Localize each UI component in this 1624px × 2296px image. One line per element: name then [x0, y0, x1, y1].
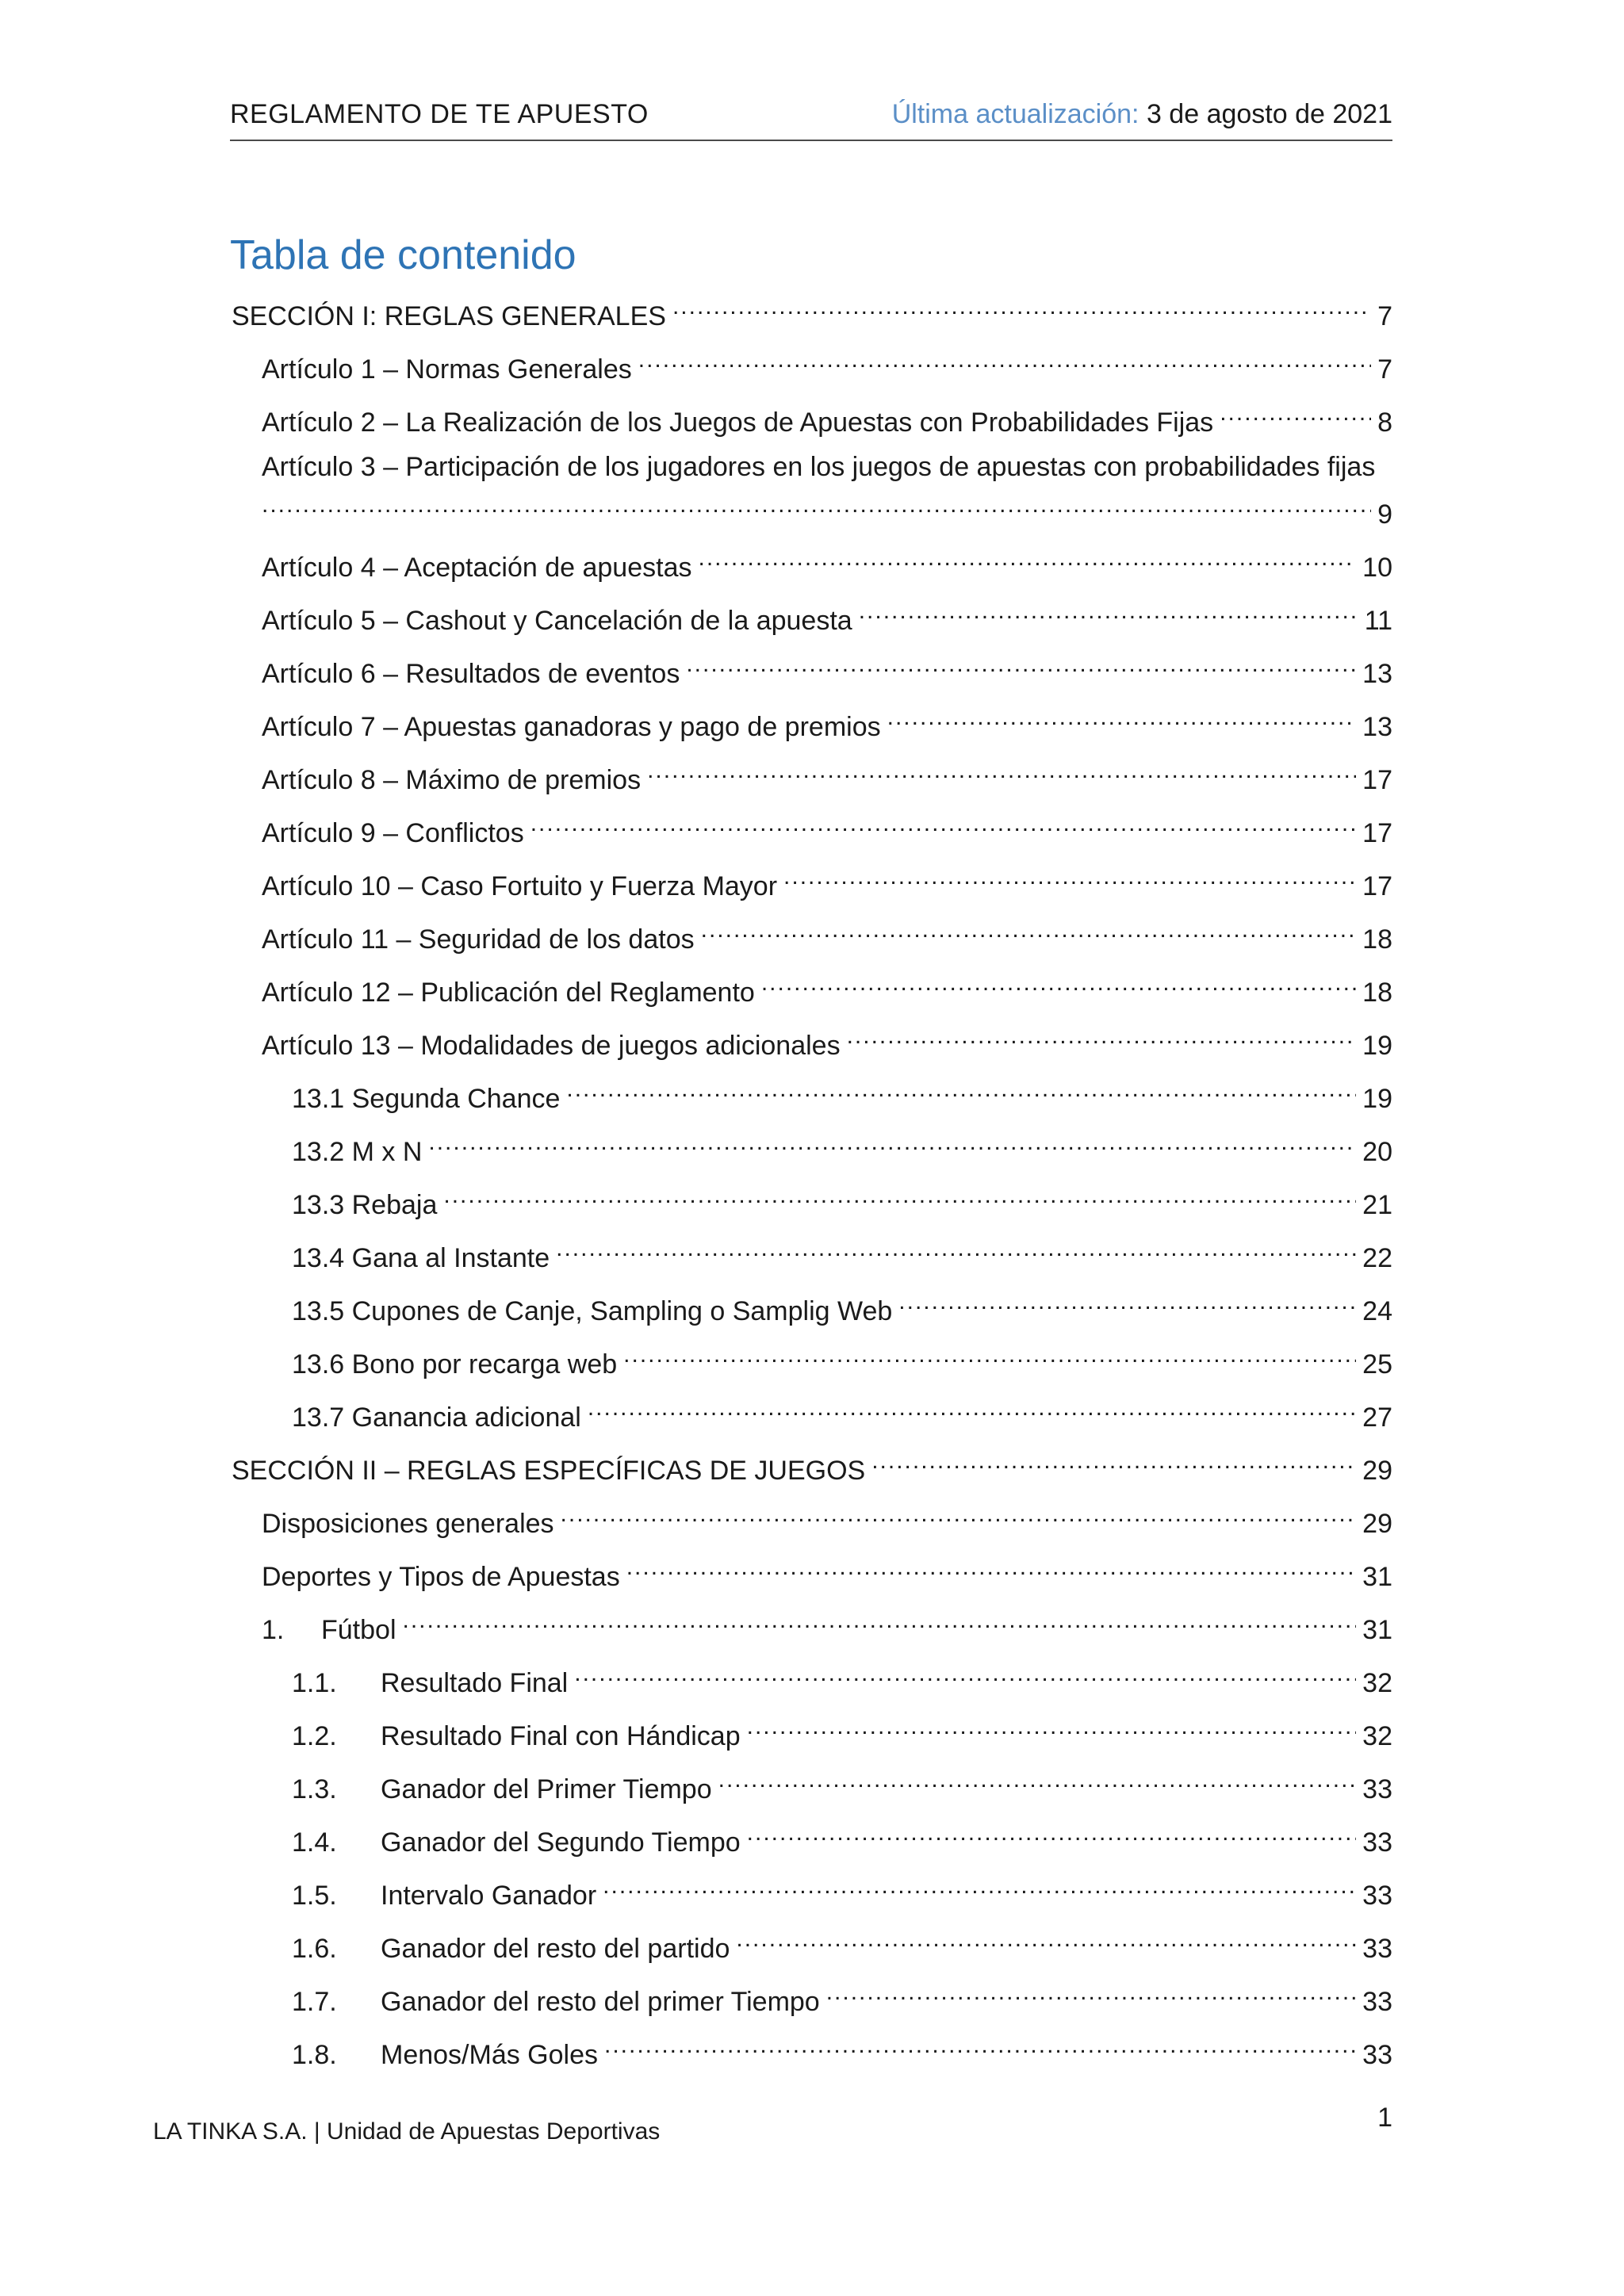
toc-entry-number: 1.6. — [292, 1934, 337, 1964]
toc-entry-page: 19 — [1362, 1031, 1392, 1061]
toc-leader-dots — [443, 1179, 1356, 1214]
toc-entry-number: 1.2. — [292, 1721, 337, 1751]
header-updated-date: 3 de agosto de 2021 — [1139, 99, 1392, 129]
toc-leader-dots — [588, 1391, 1356, 1426]
toc-entry-13-5[interactable] — [292, 1285, 1392, 1326]
toc-entry-page: 7 — [1377, 301, 1392, 331]
toc-leader-dots — [626, 1551, 1356, 1586]
toc-leader-dots — [262, 488, 1371, 523]
toc-entry-page: 29 — [1362, 1456, 1392, 1486]
toc-entry-1-2[interactable] — [292, 1710, 1392, 1751]
toc-entry-articulo-2[interactable] — [262, 396, 1392, 438]
toc-leader-dots — [561, 1498, 1357, 1533]
toc-entry-text: Ganador del Segundo Tiempo — [381, 1827, 741, 1858]
toc-entry-number: 1. — [262, 1615, 285, 1645]
toc-entry-text: Intervalo Ganador — [381, 1881, 597, 1911]
toc-entry-page: 33 — [1362, 1934, 1392, 1964]
toc-entry-page: 11 — [1364, 606, 1392, 636]
toc-entry-text: SECCIÓN II – REGLAS ESPECÍFICAS DE JUEGOS — [232, 1456, 866, 1486]
toc-entry-page: 33 — [1362, 1881, 1392, 1911]
toc-entry-13-2[interactable] — [292, 1126, 1392, 1167]
toc-entry-page: 24 — [1362, 1296, 1392, 1326]
toc-entry-text: 13.3 Rebaja — [292, 1190, 438, 1220]
toc-leader-dots — [887, 701, 1357, 736]
toc-entry-1-8[interactable] — [292, 2029, 1392, 2070]
toc-entry-1-7[interactable] — [292, 1976, 1392, 2017]
toc-entry-page: 13 — [1362, 712, 1392, 742]
toc-entry-text: 13.1 Segunda Chance — [292, 1084, 561, 1114]
toc-entry-text: Disposiciones generales — [262, 1509, 554, 1539]
toc-entry-text: Artículo 9 – Conflictos — [262, 818, 524, 848]
toc-entry-1-1[interactable] — [292, 1657, 1392, 1698]
header-updated-label: Última actualización: — [891, 99, 1139, 129]
toc-leader-dots — [647, 754, 1356, 789]
toc-entry-1-6[interactable] — [292, 1923, 1392, 1964]
toc-entry-text: Deportes y Tipos de Apuestas — [262, 1562, 620, 1592]
toc-entry-page: 8 — [1377, 408, 1392, 438]
toc-entry-page: 7 — [1377, 354, 1392, 385]
toc-entry-text: Artículo 13 – Modalidades de juegos adicionales — [262, 1031, 841, 1061]
page-header — [230, 94, 1392, 141]
toc-entry-page: 9 — [1377, 499, 1392, 530]
toc-entry-page: 27 — [1362, 1402, 1392, 1433]
toc-leader-dots — [428, 1126, 1356, 1161]
toc-entry-number: 1.7. — [292, 1987, 337, 2017]
toc-leader-dots — [898, 1285, 1356, 1320]
toc-entry-page: 32 — [1362, 1668, 1392, 1698]
toc-entry-page: 33 — [1362, 2040, 1392, 2070]
toc-entry-text: Resultado Final con Hándicap — [381, 1721, 741, 1751]
toc-entry-page: 32 — [1362, 1721, 1392, 1751]
toc-entry-articulo-13[interactable] — [262, 1020, 1392, 1061]
toc-leader-dots — [1220, 396, 1371, 431]
toc-leader-dots — [718, 1763, 1357, 1798]
toc-entry-13-3[interactable] — [292, 1179, 1392, 1220]
toc-entry-articulo-7[interactable] — [262, 701, 1392, 742]
toc-leader-dots — [761, 966, 1356, 1001]
toc-entry-page: 17 — [1362, 818, 1392, 848]
toc-entry-text: 13.4 Gana al Instante — [292, 1243, 550, 1273]
toc-leader-dots — [638, 343, 1371, 378]
toc-entry-text: 13.2 M x N — [292, 1137, 423, 1167]
toc-entry-page: 18 — [1362, 978, 1392, 1008]
toc-entry-text: 13.5 Cupones de Canje, Sampling o Samplig Web — [292, 1296, 893, 1326]
toc-entry-1-3[interactable] — [292, 1763, 1392, 1804]
toc-entry-13-7[interactable] — [292, 1391, 1392, 1433]
toc-entry-articulo-3-text[interactable]: Artículo 3 – Participación de los jugadores en los juegos de apuestas con probabilidades fijas — [262, 452, 1376, 482]
toc-leader-dots — [672, 290, 1371, 325]
toc-leader-dots — [847, 1020, 1357, 1054]
toc-entry-articulo-10[interactable] — [262, 860, 1392, 901]
toc-leader-dots — [701, 913, 1357, 948]
toc-entry-section-1[interactable] — [232, 290, 1392, 331]
toc-leader-dots — [783, 860, 1356, 895]
toc-entry-articulo-3[interactable] — [262, 488, 1392, 530]
toc-entry-text: Artículo 4 – Aceptación de apuestas — [262, 553, 692, 583]
toc-entry-number: 1.8. — [292, 2040, 337, 2070]
toc-entry-page: 18 — [1362, 924, 1392, 955]
toc-entry-text: Resultado Final — [381, 1668, 569, 1698]
toc-entry-13-4[interactable] — [292, 1232, 1392, 1273]
toc-entry-13-1[interactable] — [292, 1073, 1392, 1114]
toc-leader-dots — [859, 595, 1358, 629]
toc-entry-text: Fútbol — [321, 1615, 396, 1645]
toc-entry-text: Artículo 1 – Normas Generales — [262, 354, 632, 385]
toc-entry-1-5[interactable] — [292, 1869, 1392, 1911]
toc-leader-dots — [736, 1923, 1356, 1957]
header-title: REGLAMENTO DE TE APUESTO — [230, 99, 649, 129]
toc-entry-page: 33 — [1362, 1827, 1392, 1858]
toc-title: Tabla de contenido — [230, 232, 576, 278]
toc-leader-dots — [871, 1445, 1356, 1479]
toc-entry-page: 31 — [1362, 1562, 1392, 1592]
toc-entry-page: 13 — [1362, 659, 1392, 689]
toc-entry-page: 33 — [1362, 1987, 1392, 2017]
toc-leader-dots — [698, 541, 1356, 576]
toc-leader-dots — [603, 1869, 1356, 1904]
toc-entry-page: 22 — [1362, 1243, 1392, 1273]
toc-entry-number: 1.4. — [292, 1827, 337, 1858]
toc-entry-section-2[interactable] — [232, 1445, 1392, 1486]
toc-entry-13-6[interactable] — [292, 1338, 1392, 1380]
toc-entry-page: 21 — [1362, 1190, 1392, 1220]
toc-entry-text: 13.6 Bono por recarga web — [292, 1349, 618, 1380]
toc-leader-dots — [604, 2029, 1356, 2064]
toc-entry-articulo-6[interactable] — [262, 648, 1392, 689]
toc-entry-text: Artículo 12 – Publicación del Reglamento — [262, 978, 755, 1008]
toc-entry-page: 10 — [1362, 553, 1392, 583]
toc-entry-text: Ganador del resto del primer Tiempo — [381, 1987, 820, 2017]
toc-entry-page: 29 — [1362, 1509, 1392, 1539]
toc-leader-dots — [556, 1232, 1356, 1267]
toc-leader-dots — [566, 1073, 1356, 1108]
toc-entry-page: 20 — [1362, 1137, 1392, 1167]
toc-entry-text: Artículo 11 – Seguridad de los datos — [262, 924, 695, 955]
toc-entry-text: SECCIÓN I: REGLAS GENERALES — [232, 301, 666, 331]
toc-entry-page: 31 — [1362, 1615, 1392, 1645]
toc-entry-text: Ganador del resto del partido — [381, 1934, 730, 1964]
toc-entry-text: Artículo 7 – Apuestas ganadoras y pago de premios — [262, 712, 881, 742]
toc-entry-text: Artículo 10 – Caso Fortuito y Fuerza Mayor — [262, 871, 778, 901]
toc-leader-dots — [530, 807, 1356, 842]
toc-entry-disposiciones[interactable] — [262, 1498, 1392, 1539]
toc-entry-articulo-4[interactable] — [262, 541, 1392, 583]
toc-entry-number: 1.1. — [292, 1668, 337, 1698]
toc-entry-page: 33 — [1362, 1774, 1392, 1804]
toc-entry-articulo-12[interactable] — [262, 966, 1392, 1008]
toc-entry-articulo-5[interactable] — [262, 595, 1392, 636]
toc-entry-text: Ganador del Primer Tiempo — [381, 1774, 712, 1804]
toc-entry-text: Artículo 5 – Cashout y Cancelación de la apuesta — [262, 606, 852, 636]
toc-entry-page: 19 — [1362, 1084, 1392, 1114]
toc-leader-dots — [686, 648, 1356, 683]
toc-leader-dots — [623, 1338, 1356, 1373]
toc-entry-number: 1.5. — [292, 1881, 337, 1911]
footer-text: LA TINKA S.A. | Unidad de Apuestas Deportivas — [153, 2118, 661, 2145]
toc-entry-articulo-11[interactable] — [262, 913, 1392, 955]
toc-entry-futbol[interactable] — [262, 1604, 1392, 1645]
header-updated — [892, 99, 1392, 130]
toc-entry-number: 1.3. — [292, 1774, 337, 1804]
toc-entry-articulo-1[interactable] — [262, 343, 1392, 385]
toc-entry-page: 17 — [1362, 765, 1392, 795]
toc-entry-text: Menos/Más Goles — [381, 2040, 598, 2070]
toc-entry-deportes[interactable] — [262, 1551, 1392, 1592]
toc-entry-page: 17 — [1362, 871, 1392, 901]
toc-entry-text: 13.7 Ganancia adicional — [292, 1402, 581, 1433]
toc-leader-dots — [826, 1976, 1356, 2011]
toc-entry-page: 25 — [1362, 1349, 1392, 1380]
toc-leader-dots — [403, 1604, 1357, 1639]
page-footer — [153, 2103, 1392, 2145]
toc-entry-articulo-8[interactable] — [262, 754, 1392, 795]
toc-leader-dots — [574, 1657, 1356, 1692]
toc-leader-dots — [747, 1710, 1357, 1745]
toc-entry-articulo-9[interactable] — [262, 807, 1392, 848]
footer-page-number: 1 — [1377, 2103, 1392, 2133]
toc-entry-text: Artículo 2 – La Realización de los Juegos de Apuestas con Probabilidades Fijas — [262, 408, 1214, 438]
toc-leader-dots — [747, 1816, 1357, 1851]
toc-entry-text: Artículo 6 – Resultados de eventos — [262, 659, 680, 689]
toc-entry-1-4[interactable] — [292, 1816, 1392, 1858]
toc-entry-text: Artículo 8 – Máximo de premios — [262, 765, 642, 795]
